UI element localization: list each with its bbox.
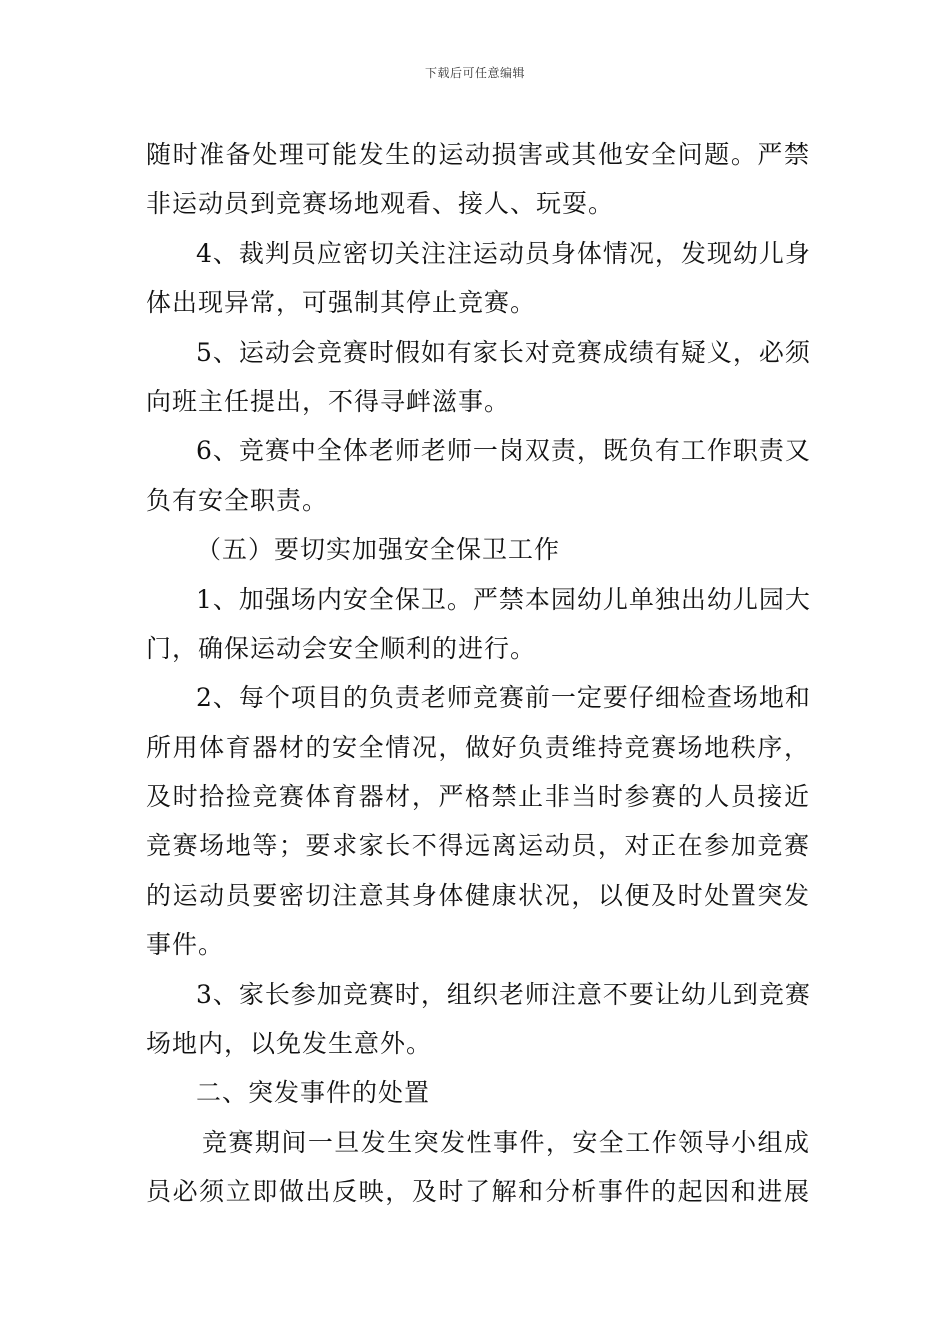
paragraph-item-1 [146, 575, 810, 674]
text-line: （五）要切实加强安全保卫工作 [196, 535, 561, 565]
document-body [146, 130, 810, 1217]
paragraph-item-6 [146, 426, 810, 525]
text-line: 竞赛期间一旦发生突发性事件，安全工作领导小组成 [202, 1127, 810, 1157]
text-line: 所用体育器材的安全情况，做好负责维持竞赛场地秩序， [146, 732, 810, 762]
text-line: 门，确保运动会安全顺利的进行。 [146, 633, 537, 663]
text-line: 2、每个项目的负责老师竞赛前一定要仔细检查场地和 [196, 683, 811, 713]
text-line: 二、突发事件的处置 [196, 1078, 431, 1108]
text-line: 非运动员到竞赛场地观看、接人、玩耍。 [146, 189, 615, 219]
text-line: 4、裁判员应密切关注注运动员身体情况，发现幼儿身 [196, 238, 811, 268]
text-line: 3、家长参加竞赛时，组织老师注意不要让幼儿到竞赛 [196, 979, 811, 1009]
text-line: 员必须立即做出反映，及时了解和分析事件的起因和进展 [146, 1177, 810, 1207]
text-line: 随时准备处理可能发生的运动损害或其他安全问题。严禁 [146, 140, 810, 169]
text-line: 竞赛场地等；要求家长不得远离运动员，对正在参加竞赛 [146, 831, 810, 861]
paragraph-item-4 [146, 229, 810, 328]
text-line: 的运动员要密切注意其身体健康状况，以便及时处置突发 [146, 880, 810, 910]
text-line: 事件。 [146, 930, 225, 960]
text-line: 向班主任提出，不得寻衅滋事。 [146, 386, 511, 416]
text-line: 5、运动会竞赛时假如有家长对竞赛成绩有疑义，必须 [196, 337, 811, 367]
text-line: 体出现异常，可强制其停止竞赛。 [146, 288, 537, 318]
paragraph-emergency [146, 1118, 810, 1217]
text-line: 及时拾捡竞赛体育器材，严格禁止非当时参赛的人员接近 [146, 782, 810, 812]
page-header: 下载后可任意编辑 [424, 66, 525, 80]
paragraph-item-3 [146, 970, 810, 1069]
text-line: 6、竞赛中全体老师老师一岗双责，既负有工作职责又 [196, 436, 811, 466]
section-heading-five [146, 525, 810, 574]
text-line: 负有安全职责。 [146, 485, 329, 515]
text-line: 场地内，以免发生意外。 [146, 1029, 433, 1059]
section-heading-two [146, 1068, 810, 1117]
paragraph-item-5 [146, 328, 810, 427]
paragraph-continuation [146, 130, 810, 229]
paragraph-item-2 [146, 673, 810, 969]
text-line: 1、加强场内安全保卫。严禁本园幼儿单独出幼儿园大 [196, 584, 811, 614]
